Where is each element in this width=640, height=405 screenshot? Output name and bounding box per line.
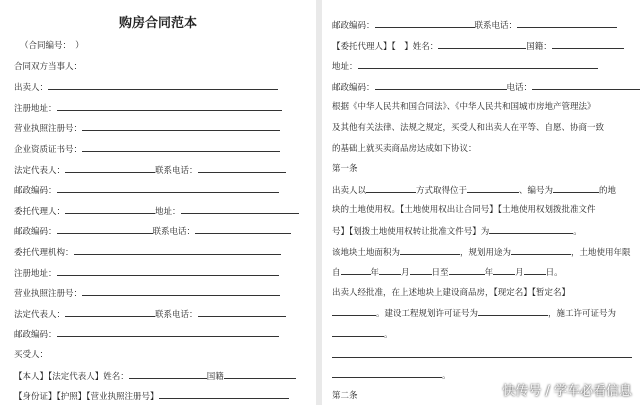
contract-title: 购房合同范本 xyxy=(118,16,197,31)
contract-line xyxy=(332,120,604,136)
contract-line xyxy=(14,120,280,136)
fill-in-blank xyxy=(517,17,617,28)
contract-line xyxy=(14,59,82,75)
fill-in-blank xyxy=(195,223,291,234)
line-text: 联系电话： xyxy=(155,309,198,320)
contract-line xyxy=(332,182,616,198)
contract-line xyxy=(332,223,582,239)
line-text: 块的土地使用权。【土地使用权出让合同号】【土地使用权划拨批准文件 xyxy=(332,205,596,216)
contract-line xyxy=(332,367,451,383)
fill-in-blank xyxy=(198,306,286,317)
line-text: 注册地址： xyxy=(14,103,57,114)
contract-line xyxy=(14,79,278,95)
line-text: 月 xyxy=(401,268,410,279)
fill-in-blank xyxy=(467,182,519,193)
line-text: 合同双方当事人： xyxy=(14,61,83,72)
contract-line xyxy=(14,306,286,322)
line-text: 电话： xyxy=(506,82,533,93)
contract-line xyxy=(332,347,632,363)
line-text: 地址： xyxy=(155,206,181,217)
line-text: 【本人】【法定代表人】姓名： xyxy=(14,371,129,382)
fill-in-blank xyxy=(65,162,155,173)
fill-in-blank xyxy=(57,326,279,337)
contract-line xyxy=(14,182,279,198)
line-text: 邮政编码： xyxy=(14,186,57,197)
contract-line xyxy=(332,326,393,342)
fill-in-blank xyxy=(82,141,280,152)
contract-line xyxy=(332,79,640,95)
watermark-text: 快传号 / 学车必看信息 xyxy=(502,384,632,399)
fill-in-blank xyxy=(489,223,573,234)
contract-line xyxy=(14,141,280,157)
contract-line xyxy=(14,368,296,384)
right-page xyxy=(322,0,640,405)
fill-in-blank xyxy=(553,182,599,193)
line-text: 出卖人： xyxy=(14,83,49,94)
line-text: 联系电话： xyxy=(152,227,196,238)
contract-line xyxy=(332,17,617,33)
line-text: 号】【划拨土地使用权转让批准文件号】为 xyxy=(332,227,490,237)
left-page xyxy=(0,0,316,405)
line-text: 【身份证】【护照】【营业执照注册号】 xyxy=(14,392,159,403)
line-text: 邮政编码： xyxy=(14,330,57,341)
fill-in-blank xyxy=(379,264,401,275)
contract-line xyxy=(14,347,48,363)
fill-in-blank xyxy=(57,100,282,111)
contract-line xyxy=(14,388,289,404)
line-text: 买受人： xyxy=(14,350,49,360)
line-text: 的地 xyxy=(599,185,617,196)
contract-line xyxy=(332,202,596,218)
line-text: 委托代理机构： xyxy=(14,248,74,258)
line-text: 第二条 xyxy=(332,390,358,401)
line-text: 根据《中华人民共和国合同法》、《中华人民共和国城市房地产管理法》 xyxy=(332,102,596,113)
line-text: 出卖人经批准，在上述地块上建设商品房，【现定名】【暂定名】 xyxy=(332,287,571,298)
fill-in-blank xyxy=(478,305,548,316)
line-text: 营业执照注册号： xyxy=(14,289,83,300)
line-text: 委托代理人： xyxy=(14,206,66,217)
fill-in-blank xyxy=(332,305,376,316)
line-text: ，施工许可证号为 xyxy=(548,309,617,320)
contract-line xyxy=(332,244,631,260)
line-text: 邮政编码： xyxy=(14,227,57,238)
line-text: 日至 xyxy=(431,268,449,279)
fill-in-blank xyxy=(129,368,207,379)
fill-in-blank xyxy=(65,203,155,214)
fill-in-blank xyxy=(410,264,432,275)
fill-in-blank xyxy=(48,79,278,90)
fill-in-blank xyxy=(82,285,280,296)
fill-in-blank xyxy=(449,264,485,275)
line-text: 第一条 xyxy=(332,164,358,175)
line-text: 及其他有关法律、法规之规定，买受人和出卖人在平等、自愿、协商一致 xyxy=(332,123,605,133)
line-text: 注册地址： xyxy=(14,268,57,279)
fill-in-blank xyxy=(332,326,384,337)
contract-line xyxy=(332,264,563,280)
fill-in-blank xyxy=(524,264,546,275)
fill-in-blank xyxy=(57,265,279,276)
fill-in-blank xyxy=(358,58,598,69)
line-text: 。建设工程规划许可证号为 xyxy=(376,309,479,320)
line-text: 日。 xyxy=(545,268,563,279)
fill-in-blank xyxy=(198,162,286,173)
line-text: （合同编号： ） xyxy=(20,41,84,51)
line-text: 【委托代理人】【 】姓名： xyxy=(332,41,439,52)
fill-in-blank xyxy=(332,347,632,358)
fill-in-blank xyxy=(57,223,153,234)
fill-in-blank xyxy=(181,203,299,214)
fill-in-blank xyxy=(65,306,155,317)
line-text: 方式取得位于 xyxy=(416,185,468,196)
line-text: 营业执照注册号： xyxy=(14,124,83,135)
contract-line xyxy=(332,38,624,54)
line-text: 该地块土地面积为 xyxy=(332,247,401,258)
contract-line xyxy=(332,388,358,404)
contract-line xyxy=(14,265,279,281)
line-text: ，土地使用年限 xyxy=(571,247,631,258)
line-text: 法定代表人： xyxy=(14,165,66,176)
line-text: 年 xyxy=(484,268,494,279)
line-text: 邮政编码： xyxy=(332,21,375,31)
fill-in-blank xyxy=(532,79,640,90)
line-text: 。 xyxy=(442,371,451,382)
line-text: 联系电话： xyxy=(155,165,198,176)
fill-in-blank xyxy=(332,367,442,378)
contract-line xyxy=(14,285,280,301)
fill-in-blank xyxy=(224,368,296,379)
line-text: 地址： xyxy=(332,62,358,73)
line-text: 的基础上就买卖商品房达成如下协议： xyxy=(332,143,477,154)
fill-in-blank xyxy=(552,38,624,49)
line-text: 国籍 xyxy=(206,371,224,382)
contract-line xyxy=(14,223,291,239)
line-text: 联系电话： xyxy=(474,21,518,31)
fill-in-blank xyxy=(493,264,515,275)
fill-in-blank xyxy=(74,244,281,255)
contract-line xyxy=(332,161,358,177)
line-text: 出卖人以 xyxy=(332,185,367,196)
contract-line xyxy=(20,38,84,54)
contract-line xyxy=(332,99,596,115)
line-text: 自 xyxy=(332,268,341,279)
contract-line xyxy=(14,100,282,116)
contract-line xyxy=(14,203,299,219)
line-text: 月 xyxy=(515,268,524,279)
contract-line xyxy=(332,285,570,301)
line-text: 、编号为 xyxy=(519,185,554,196)
fill-in-blank xyxy=(57,182,279,193)
contract-line xyxy=(332,305,616,321)
line-text: 年 xyxy=(370,268,380,279)
fill-in-blank xyxy=(159,388,289,399)
line-text: 。 xyxy=(573,227,582,237)
contract-line xyxy=(14,244,281,260)
line-text: 邮政编码： xyxy=(332,82,375,93)
fill-in-blank xyxy=(375,17,475,28)
fill-in-blank xyxy=(341,264,371,275)
fill-in-blank xyxy=(375,79,507,90)
fill-in-blank xyxy=(511,244,571,255)
fill-in-blank xyxy=(400,244,460,255)
line-text: 。 xyxy=(384,330,393,340)
fill-in-blank xyxy=(438,38,526,49)
line-text: 国籍： xyxy=(526,41,552,52)
fill-in-blank xyxy=(366,182,416,193)
contract-line xyxy=(14,162,286,178)
contract-line xyxy=(332,58,598,74)
line-text: 企业资质证书号： xyxy=(14,145,83,155)
contract-line xyxy=(14,326,279,342)
line-text: 法定代表人： xyxy=(14,309,66,320)
line-text: ，规划用途为 xyxy=(460,247,512,258)
fill-in-blank xyxy=(82,120,280,131)
contract-line xyxy=(332,141,477,157)
